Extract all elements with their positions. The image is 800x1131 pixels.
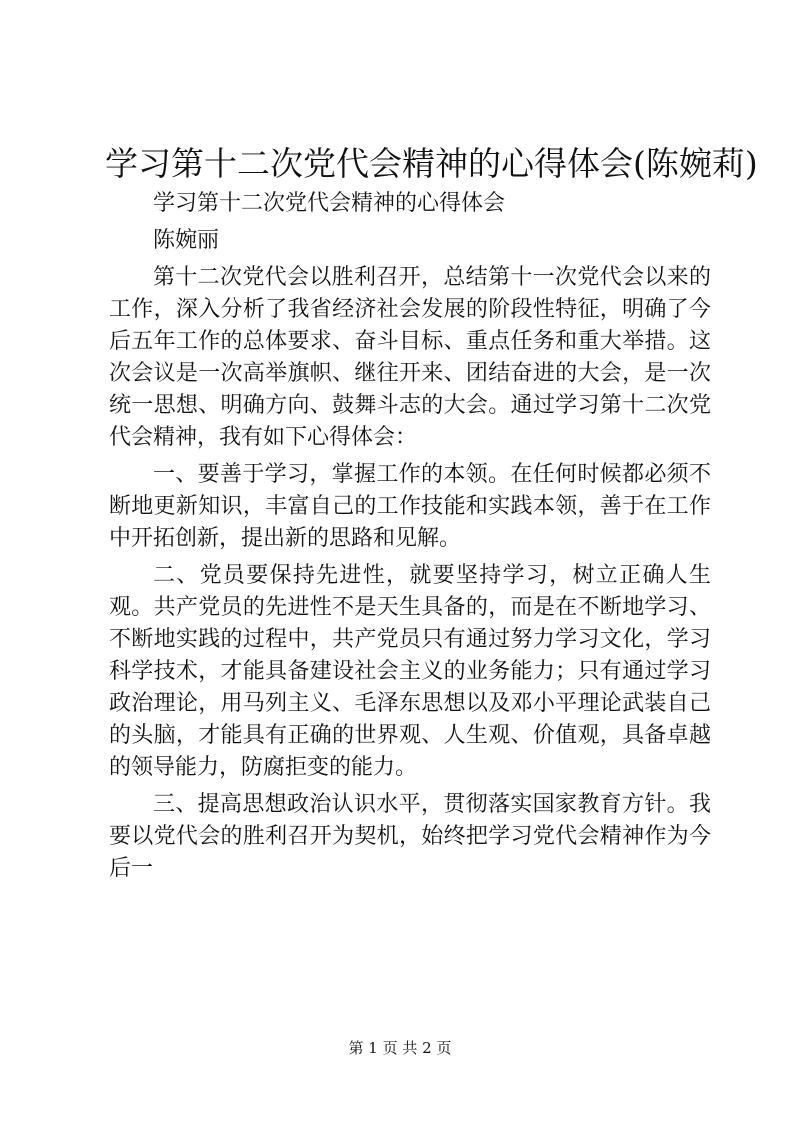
document-author: 陈婉丽 — [153, 228, 220, 253]
document-subtitle: 学习第十二次党代会精神的心得体会 — [153, 191, 506, 216]
page-number-footer: 第 1 页 共 2 页 — [348, 1039, 452, 1057]
body-paragraph: 一、要善于学习，掌握工作的本领。在任何时候都必须不断地更新知识，丰富自己的工作技能和实践本领，善于在工作中开拓创新，提出新的思路和见解。 — [109, 462, 711, 551]
document-title: 学习第十二次党代会精神的心得体会(陈婉莉) — [105, 144, 758, 183]
body-paragraph: 三、提高思想政治认识水平，贯彻落实国家教育方针。我要以党代会的胜利召开为契机，始终把学习党代会精神作为今后一 — [109, 792, 711, 881]
body-paragraph: 第十二次党代会以胜利召开，总结第十一次党代会以来的工作，深入分析了我省经济社会发展的阶段性特征，明确了今后五年工作的总体要求、奋斗目标、重点任务和重大举措。这次会议是一次高举旗帜、继往开来、团结奋进的大会，是一次统一思想、明确方向、鼓舞斗志的大会。通过学习第十二次党代会精神，我有如下心得体会： — [109, 265, 711, 450]
document-body — [109, 188, 711, 890]
body-paragraph: 二、党员要保持先进性，就要坚持学习，树立正确人生观。共产党员的先进性不是天生具备的，而是在不断地学习、不断地实践的过程中，共产党员只有通过努力学习文化，学习科学技术，才能具备建设社会主义的业务能力；只有通过学习政治理论，用马列主义、毛泽东思想以及邓小平理论武装自己的头脑，才能具有正确的世界观、人生观、价值观，具备卓越的领导能力，防腐拒变的能力。 — [109, 563, 711, 780]
